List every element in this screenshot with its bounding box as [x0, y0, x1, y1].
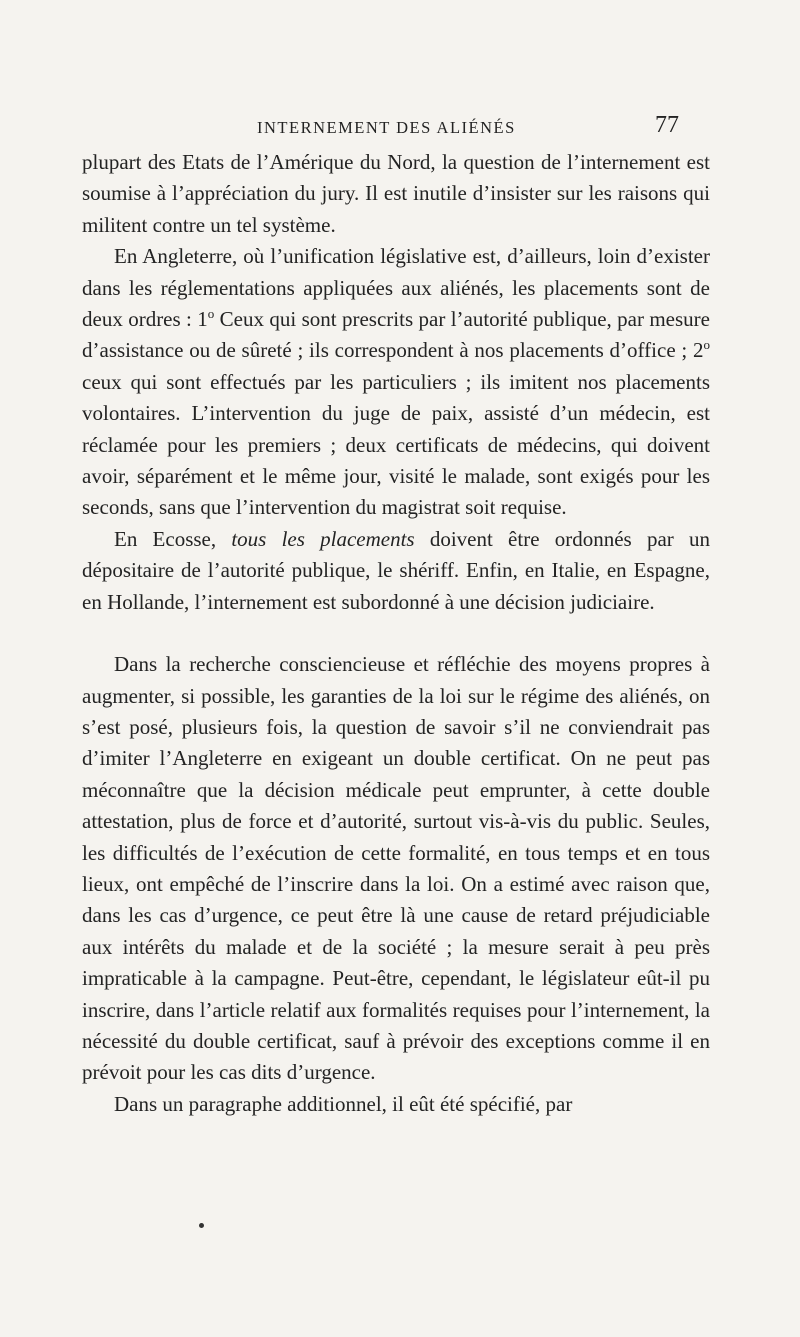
- paragraph-5: Dans un paragraphe additionnel, il eût été spécifié, par: [114, 1091, 573, 1116]
- body-text: [82, 147, 710, 1120]
- running-header: [0, 112, 800, 146]
- running-header-title: INTERNEMENT DES ALIÉNÉS: [257, 118, 516, 137]
- paragraph-3-part-1: En Ecosse,: [114, 526, 232, 551]
- page-number: 77: [655, 112, 679, 138]
- paragraph-4: Dans la recherche consciencieuse et réfléchie des moyens propres à augmenter, si possible, les garanties de la loi sur le régime des aliénés, on s’est posé, plusieurs fois, la question de savoir s’il ne conviendrait pas d’imiter l’Angleterre en exigeant un double certificat. On ne peut pas méconnaître que la décision médicale peut emprunter, à cette double attestation, plus de force et d’autorité, surtout vis-à-vis du public. Seules, les difficultés de l’exécution de cette formalité, en tous temps et en tous lieux, ont empêché de l’inscrire dans la loi. On a estimé avec raison que, dans les cas d’urgence, ce peut être là une cause de retard préjudiciable aux intérêts du malade et de la société ; la mesure serait à peu près impraticable à la campagne. Peut-être, cependant, le législateur eût-il pu inscrire, dans l’article relatif aux formalités requises pour l’internement, la nécessité du double certificat, sauf à prévoir des exceptions comme il en prévoit pour les cas dits d’urgence.: [82, 652, 710, 1085]
- paragraph-2: [82, 241, 710, 524]
- ink-dot: [199, 1223, 204, 1228]
- italic-emphasis: tous les placements: [231, 526, 415, 551]
- paragraph-1: plupart des Etats de l’Amérique du Nord, la question de l’internement est soumise à l’appréciation du jury. Il est inutile d’insister sur les raisons qui militent contre un tel système.: [82, 150, 710, 237]
- paragraph-3-part-2: doivent être ordonnés par un dépositaire de l’autorité publique, le shériff. Enfin, en Italie, en Espagne, en Hollande, l’internement est subordonné à une décision judiciaire.: [82, 526, 710, 614]
- paragraph-2-part-3: ceux qui sont effectués par les particuliers ; ils imitent nos placements volontaires. L’intervention du juge de paix, assisté d’un médecin, est réclamée pour les premiers ; deux certificats de médecins, qui doivent avoir, séparément et le même jour, visité le malade, sont exigés pour les seconds, sans que l’intervention du magistrat soit requise.: [82, 369, 710, 520]
- ordinal-superscript-2: o: [703, 337, 710, 353]
- paragraph-2-part-1: En Angleterre, où l’unification législative est, d’ailleurs, loin d’exister dans les réglementations appliquées aux aliénés, les placements sont de deux ordres : 1: [82, 244, 710, 332]
- paragraph-2-part-2: Ceux qui sont prescrits par l’autorité publique, par mesure d’assistance ou de sûreté ; ils correspondent à nos placements d’office ; 2: [82, 307, 710, 363]
- ordinal-superscript-1: o: [207, 306, 215, 322]
- paragraph-3: [82, 524, 710, 618]
